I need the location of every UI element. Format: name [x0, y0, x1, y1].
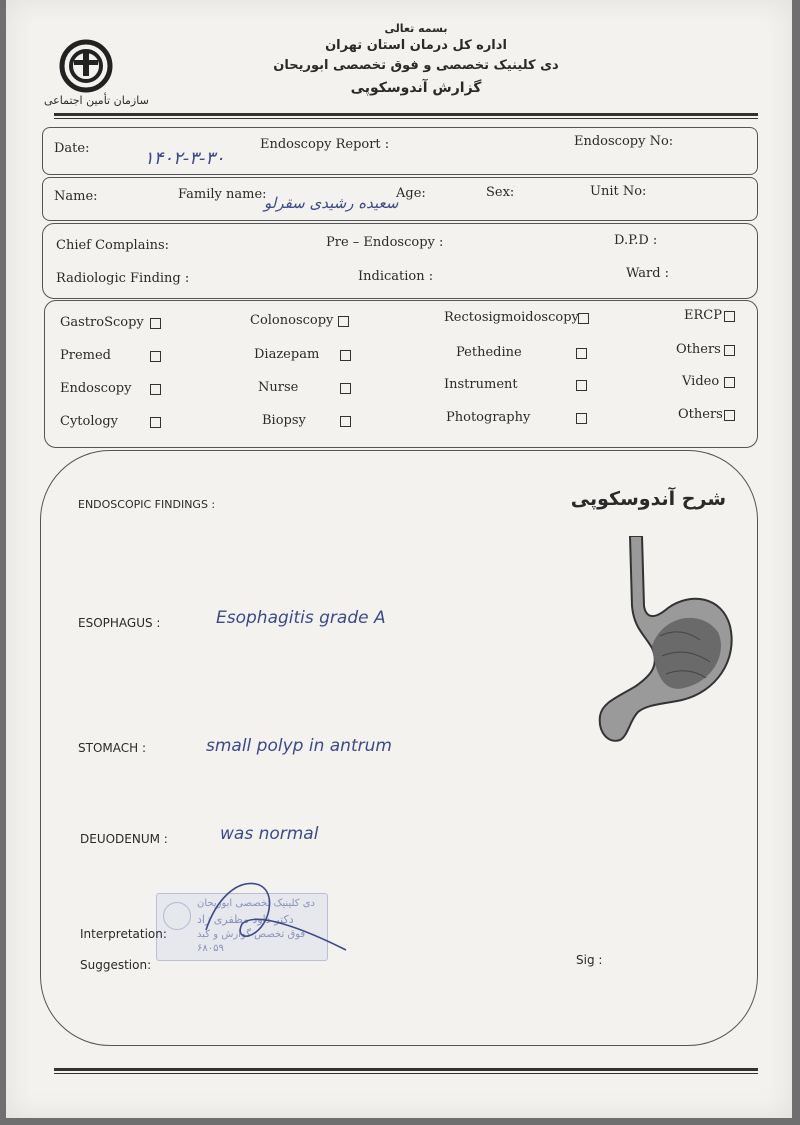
date-value: ۱۴۰۲-۳-۳۰ — [144, 148, 225, 169]
checkbox-diazepam[interactable] — [340, 350, 351, 361]
check-label-photography: Photography — [446, 410, 531, 425]
chief-complains-label: Chief Complains: — [56, 238, 170, 253]
stamp-logo-icon — [163, 902, 191, 930]
org-name: سازمان تأمین اجتماعی — [44, 94, 149, 107]
sex-label: Sex: — [486, 185, 515, 200]
stomach-label: STOMACH : — [78, 741, 147, 755]
check-label-cytology: Cytology — [60, 414, 118, 429]
duodenum-label: DEUODENUM : — [80, 832, 168, 846]
check-label-rectosigmoidoscopy: Rectosigmoidoscopy — [444, 310, 579, 325]
check-label-biopsy: Biopsy — [262, 413, 306, 428]
header-clinic: دی کلینیک تخصصی و فوق تخصصی ابوریحان — [273, 58, 559, 73]
check-label-premed: Premed — [60, 348, 111, 363]
family-name-label: Family name: — [178, 187, 267, 202]
header-title: گزارش آندوسکوپی — [350, 80, 482, 96]
check-label-gastroscopy: GastroScopy — [60, 315, 144, 330]
check-label-colonoscopy: Colonoscopy — [250, 313, 334, 328]
family-name-value: سعیده رشیدی سقرلو — [264, 194, 399, 212]
check-label-endoscopy: Endoscopy — [60, 381, 132, 396]
checkbox-photography[interactable] — [576, 413, 587, 424]
check-label-instrument: Instrument — [444, 377, 518, 392]
check-label-others-1: Others — [676, 342, 721, 357]
name-label: Name: — [54, 189, 98, 204]
age-label: Age: — [396, 186, 426, 201]
ssi-logo-icon — [56, 38, 116, 96]
date-label: Date: — [54, 141, 90, 156]
checkbox-others-1[interactable] — [724, 345, 735, 356]
checkbox-biopsy[interactable] — [340, 416, 351, 427]
top-rule — [54, 113, 758, 116]
dpd-label: D.P.D : — [614, 233, 658, 248]
checkbox-video[interactable] — [724, 377, 735, 388]
endoscopy-report-label: Endoscopy Report : — [260, 137, 390, 152]
checkbox-nurse[interactable] — [340, 383, 351, 394]
esophagus-label: ESOPHAGUS : — [78, 616, 161, 630]
checkbox-ercp[interactable] — [724, 311, 735, 322]
stamp-line-2: دکتر داود مظفری زاد — [197, 913, 294, 926]
report-sheet — [6, 0, 792, 1118]
header-bismillah: بسمه تعالی — [384, 22, 448, 35]
indication-label: Indication : — [358, 269, 434, 284]
checkbox-others-2[interactable] — [724, 410, 735, 421]
check-label-others-2: Others — [678, 407, 723, 422]
stomach-illustration-icon — [590, 536, 740, 746]
check-label-nurse: Nurse — [258, 380, 299, 395]
header-org: اداره کل درمان استان تهران — [325, 38, 507, 53]
suggestion-label: Suggestion: — [80, 958, 152, 972]
pre-endoscopy-label: Pre – Endoscopy : — [326, 235, 444, 250]
unit-no-label: Unit No: — [590, 184, 647, 199]
check-label-ercp: ERCP — [684, 308, 722, 323]
ward-label: Ward : — [626, 266, 670, 281]
findings-title-fa: شرح آندوسکوپی — [570, 488, 726, 510]
check-label-diazepam: Diazepam — [254, 347, 320, 362]
check-label-video: Video — [682, 374, 720, 389]
checkbox-premed[interactable] — [150, 351, 161, 362]
stamp-line-4: ۶۸۰۵۹ — [197, 943, 224, 954]
checkbox-instrument[interactable] — [576, 380, 587, 391]
duodenum-value: was normal — [220, 824, 319, 844]
bottom-rule — [54, 1068, 758, 1071]
radiologic-finding-label: Radiologic Finding : — [56, 271, 190, 286]
stamp-line-1: دی کلینیک تخصصی ابوریحان — [197, 898, 315, 909]
check-label-pethedine: Pethedine — [456, 345, 522, 360]
checkbox-gastroscopy[interactable] — [150, 318, 161, 329]
checkbox-pethedine[interactable] — [576, 348, 587, 359]
stamp-line-3: فوق تخصص گوارش و کبد — [197, 929, 306, 940]
stomach-value: small polyp in antrum — [206, 736, 392, 756]
signature-scribble-icon — [196, 870, 356, 960]
sig-label: Sig : — [576, 953, 603, 967]
checkbox-rectosigmoidoscopy[interactable] — [578, 313, 589, 324]
checkbox-colonoscopy[interactable] — [338, 316, 349, 327]
checkbox-cytology[interactable] — [150, 417, 161, 428]
checkbox-endoscopy[interactable] — [150, 384, 161, 395]
esophagus-value: Esophagitis grade A — [216, 608, 386, 628]
findings-title: ENDOSCOPIC FINDINGS : — [78, 498, 216, 511]
interpretation-label: Interpretation: — [80, 927, 167, 941]
endoscopy-no-label: Endoscopy No: — [574, 134, 674, 149]
